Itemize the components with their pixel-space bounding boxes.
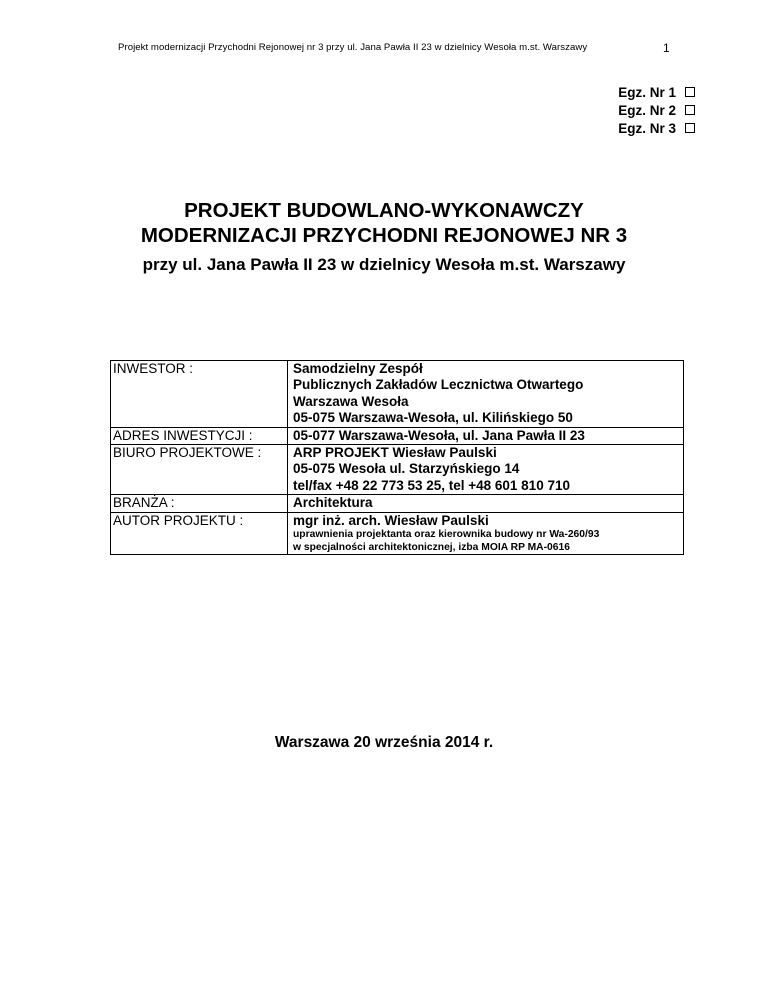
copy-checkbox[interactable] (685, 123, 695, 133)
title-block (0, 198, 768, 276)
bureau-line: ARP PROJEKT Wiesław Paulski (293, 445, 497, 461)
copy-label: Egz. Nr 2 (618, 102, 676, 118)
investor-line: 05-075 Warszawa-Wesoła, ul. Kilińskiego 50 (293, 410, 573, 426)
address-value: 05-077 Warszawa-Wesoła, ul. Jana Pawła II 23 (288, 427, 684, 444)
address-row (111, 427, 684, 444)
copy-row (560, 83, 710, 101)
copy-label: Egz. Nr 3 (618, 120, 676, 136)
copy-row (560, 119, 710, 137)
author-name: mgr inż. arch. Wiesław Paulski (293, 512, 489, 528)
copy-checkbox[interactable] (685, 105, 695, 115)
bureau-line: 05-075 Wesoła ul. Starzyńskiego 14 (293, 461, 520, 477)
place-and-date: Warszawa 20 września 2014 r. (274, 734, 494, 751)
author-label: AUTOR PROJEKTU : (111, 512, 288, 554)
running-header-text: Projekt modernizacji Przychodni Rejonowej nr 3 przy ul. Jana Pawła II 23 w dzielnicy Wesoła m.st. Warszawy (118, 42, 588, 53)
bureau-value (288, 445, 684, 495)
bureau-row (111, 445, 684, 495)
branch-row (111, 495, 684, 512)
investor-value (288, 361, 684, 428)
author-note: w specjalności architektonicznej, izba MOIA RP MA-0616 (293, 541, 570, 553)
copy-label: Egz. Nr 1 (618, 84, 676, 100)
copy-row (560, 101, 710, 119)
author-note: uprawnienia projektanta oraz kierownika budowy nr Wa-260/93 (293, 529, 600, 541)
running-header (0, 42, 768, 58)
page-number: 1 (663, 41, 670, 55)
investor-row (111, 361, 684, 428)
branch-label: BRANŻA : (111, 495, 288, 512)
branch-value: Architektura (288, 495, 684, 512)
copy-checklist (560, 83, 710, 137)
investor-line: Warszawa Wesoła (293, 393, 409, 409)
bureau-label: BIURO PROJEKTOWE : (111, 445, 288, 495)
document-title-line-2: MODERNIZACJI PRZYCHODNI REJONOWEJ NR 3 (140, 224, 628, 247)
bureau-line: tel/fax +48 22 773 53 25, tel +48 601 810 710 (293, 477, 570, 493)
investor-line: Samodzielny Zespół (293, 361, 423, 376)
author-row (111, 512, 684, 554)
investor-line: Publicznych Zakładów Lecznictwa Otwartego (293, 377, 584, 393)
document-title-line-1: PROJEKT BUDOWLANO-WYKONAWCZY (184, 199, 584, 222)
author-value (288, 512, 684, 554)
project-info-table (110, 360, 684, 555)
investor-label: INWESTOR : (113, 361, 194, 376)
document-subtitle: przy ul. Jana Pawła II 23 w dzielnicy Wesoła m.st. Warszawy (142, 255, 626, 274)
address-label: ADRES INWESTYCJI : (111, 427, 288, 444)
copy-checkbox[interactable] (685, 87, 695, 97)
